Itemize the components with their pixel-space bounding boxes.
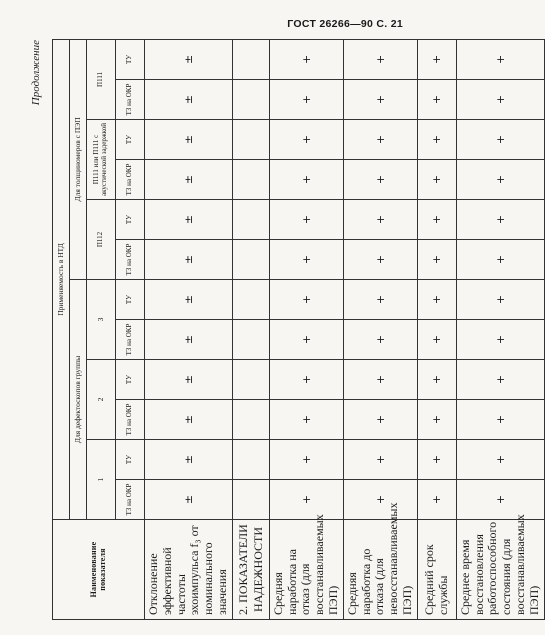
applicability-cell xyxy=(269,120,343,160)
applicability-mark: ± xyxy=(181,94,195,105)
page-header: ГОСТ 26266—90 С. 21 xyxy=(287,18,403,30)
applicability-mark: + xyxy=(299,374,313,385)
applicability-mark: + xyxy=(430,334,444,345)
group-header-right: Для толщиномеров с ПЭП xyxy=(70,39,87,279)
applicability-cell xyxy=(417,280,456,320)
group-number: 2 xyxy=(87,360,116,440)
thickness-group: П111 или П111 с акустической задержкой xyxy=(87,120,116,200)
applicability-cell xyxy=(456,80,544,120)
applicability-cell xyxy=(232,200,269,240)
applicability-mark: + xyxy=(493,454,507,465)
applicability-mark: + xyxy=(493,494,507,505)
indicator-name: Среднее время восстановления работоспособного состояния (для восстанавливаемых ПЭП) xyxy=(456,520,544,620)
applicability-mark: + xyxy=(493,334,507,345)
applicability-mark: + xyxy=(299,134,313,145)
applicability-cell xyxy=(343,280,417,320)
applicability-mark: + xyxy=(493,174,507,185)
applicability-mark: + xyxy=(373,374,387,385)
table-row xyxy=(232,39,269,619)
applicability-mark: + xyxy=(299,494,313,505)
applicability-mark: + xyxy=(493,94,507,105)
applicability-mark: + xyxy=(373,254,387,265)
indicator-name: Отклонение эффективной частоты эхоимпульса f₃ от номинального значения xyxy=(145,520,233,620)
applicability-mark: + xyxy=(430,94,444,105)
applicability-cell xyxy=(417,240,456,280)
applicability-mark: + xyxy=(373,174,387,185)
applicability-cell xyxy=(269,280,343,320)
applicability-cell xyxy=(145,80,233,120)
applicability-cell xyxy=(417,39,456,79)
applicability-cell xyxy=(417,120,456,160)
applicability-mark: + xyxy=(430,254,444,265)
applicability-cell xyxy=(417,440,456,480)
applicability-cell xyxy=(145,280,233,320)
applicability-cell xyxy=(456,400,544,440)
doc-type-tz: ТЗ на ОКР xyxy=(116,80,145,120)
applicability-mark: + xyxy=(373,414,387,425)
thickness-group: П112 xyxy=(87,200,116,280)
applicability-mark: + xyxy=(493,374,507,385)
applicability-mark: ± xyxy=(181,214,195,225)
applicability-mark: ± xyxy=(181,374,195,385)
column-name-header: Наименование показателя xyxy=(53,520,145,620)
table-row xyxy=(145,39,233,619)
applicability-cell xyxy=(343,360,417,400)
applicability-mark: + xyxy=(430,174,444,185)
applicability-mark: + xyxy=(373,294,387,305)
applicability-mark: + xyxy=(430,294,444,305)
doc-type-tz: ТЗ на ОКР xyxy=(116,320,145,360)
applicability-mark: + xyxy=(430,134,444,145)
applicability-mark: ± xyxy=(181,414,195,425)
applicability-cell xyxy=(145,360,233,400)
applicability-cell xyxy=(456,39,544,79)
applicability-cell xyxy=(269,400,343,440)
group-header-left: Для дефектоскопов группы xyxy=(70,280,87,520)
indicator-name: Средняя наработка на отказ (для восстанавливаемых ПЭП) xyxy=(269,520,343,620)
applicability-mark: + xyxy=(493,294,507,305)
doc-type-tu: ТУ xyxy=(116,200,145,240)
applicability-cell xyxy=(343,440,417,480)
applicability-cell xyxy=(145,39,233,79)
doc-type-tz: ТЗ на ОКР xyxy=(116,400,145,440)
indicator-name: Средняя наработка до отказа (для невосстанавливаемых ПЭП) xyxy=(343,520,417,620)
applicability-cell xyxy=(417,360,456,400)
applicability-mark: + xyxy=(299,54,313,65)
table-row xyxy=(343,39,417,619)
indicator-name: 2. ПОКАЗАТЕЛИ НАДЕЖНОСТИ xyxy=(232,520,269,620)
applicability-mark: + xyxy=(299,294,313,305)
applicability-cell xyxy=(343,320,417,360)
applicability-cell xyxy=(232,120,269,160)
applicability-mark: + xyxy=(373,334,387,345)
applicability-mark: + xyxy=(430,374,444,385)
applicability-mark: + xyxy=(299,174,313,185)
applicability-cell xyxy=(417,480,456,520)
applicability-cell xyxy=(145,160,233,200)
applicability-mark: + xyxy=(299,94,313,105)
applicability-cell xyxy=(232,240,269,280)
group-number: 1 xyxy=(87,440,116,520)
applicability-cell xyxy=(145,240,233,280)
applicability-cell xyxy=(456,440,544,480)
applicability-cell xyxy=(269,360,343,400)
applicability-cell xyxy=(269,160,343,200)
applicability-table xyxy=(52,39,545,620)
applicability-mark: ± xyxy=(181,134,195,145)
applicability-cell xyxy=(145,440,233,480)
applicability-mark: + xyxy=(373,134,387,145)
applicability-mark: ± xyxy=(181,494,195,505)
applicability-cell xyxy=(145,400,233,440)
applicability-mark: + xyxy=(430,214,444,225)
applicability-header: Применяемость в НТД xyxy=(53,39,70,519)
applicability-mark: ± xyxy=(181,174,195,185)
applicability-cell xyxy=(417,320,456,360)
applicability-cell xyxy=(232,80,269,120)
applicability-mark: + xyxy=(430,414,444,425)
doc-type-tz: ТЗ на ОКР xyxy=(116,480,145,520)
applicability-cell xyxy=(269,440,343,480)
indicator-name: Средний срок службы xyxy=(417,520,456,620)
table-row xyxy=(456,39,544,619)
applicability-cell xyxy=(343,480,417,520)
applicability-mark: + xyxy=(373,454,387,465)
applicability-cell xyxy=(456,320,544,360)
thickness-group: П111 xyxy=(87,39,116,119)
applicability-cell xyxy=(343,80,417,120)
applicability-mark: + xyxy=(430,54,444,65)
applicability-mark: + xyxy=(373,214,387,225)
applicability-mark: + xyxy=(299,414,313,425)
applicability-cell xyxy=(343,39,417,79)
applicability-cell xyxy=(343,240,417,280)
applicability-cell xyxy=(456,200,544,240)
applicability-cell xyxy=(456,280,544,320)
applicability-mark: + xyxy=(430,494,444,505)
applicability-mark: ± xyxy=(181,254,195,265)
applicability-cell xyxy=(417,80,456,120)
applicability-mark: + xyxy=(299,334,313,345)
applicability-cell xyxy=(232,400,269,440)
applicability-mark: + xyxy=(430,454,444,465)
applicability-cell xyxy=(417,400,456,440)
applicability-cell xyxy=(269,200,343,240)
table-row xyxy=(269,39,343,619)
applicability-cell xyxy=(269,480,343,520)
doc-type-tu: ТУ xyxy=(116,280,145,320)
applicability-cell xyxy=(232,39,269,79)
applicability-mark: + xyxy=(373,94,387,105)
applicability-cell xyxy=(456,120,544,160)
applicability-cell xyxy=(269,320,343,360)
applicability-cell xyxy=(232,320,269,360)
applicability-cell xyxy=(232,280,269,320)
applicability-cell xyxy=(343,200,417,240)
applicability-cell xyxy=(269,39,343,79)
applicability-mark: + xyxy=(493,254,507,265)
continuation-label: Продолжение xyxy=(30,40,42,106)
applicability-cell xyxy=(232,360,269,400)
applicability-mark: + xyxy=(493,54,507,65)
applicability-cell xyxy=(232,160,269,200)
applicability-cell xyxy=(145,200,233,240)
doc-type-tu: ТУ xyxy=(116,39,145,79)
applicability-cell xyxy=(343,120,417,160)
applicability-mark: + xyxy=(299,454,313,465)
applicability-mark: + xyxy=(299,254,313,265)
applicability-cell xyxy=(269,240,343,280)
applicability-cell xyxy=(232,480,269,520)
doc-type-tu: ТУ xyxy=(116,440,145,480)
applicability-cell xyxy=(145,320,233,360)
applicability-mark: ± xyxy=(181,294,195,305)
applicability-mark: ± xyxy=(181,54,195,65)
applicability-cell xyxy=(456,160,544,200)
applicability-cell xyxy=(456,240,544,280)
rotated-content xyxy=(30,40,541,620)
applicability-cell xyxy=(417,160,456,200)
applicability-cell xyxy=(145,480,233,520)
applicability-cell xyxy=(343,160,417,200)
applicability-cell xyxy=(145,120,233,160)
applicability-mark: ± xyxy=(181,334,195,345)
applicability-mark: + xyxy=(493,214,507,225)
rotated-table-area xyxy=(30,40,541,620)
applicability-mark: + xyxy=(373,494,387,505)
applicability-mark: + xyxy=(299,214,313,225)
applicability-mark: + xyxy=(373,54,387,65)
applicability-cell xyxy=(343,400,417,440)
applicability-cell xyxy=(269,80,343,120)
applicability-mark: ± xyxy=(181,454,195,465)
applicability-cell xyxy=(232,440,269,480)
doc-type-tz: ТЗ на ОКР xyxy=(116,160,145,200)
applicability-mark: + xyxy=(493,414,507,425)
applicability-cell xyxy=(456,480,544,520)
table-row xyxy=(417,39,456,619)
applicability-mark: + xyxy=(493,134,507,145)
doc-type-tz: ТЗ на ОКР xyxy=(116,240,145,280)
applicability-cell xyxy=(417,200,456,240)
doc-type-tu: ТУ xyxy=(116,360,145,400)
group-number: 3 xyxy=(87,280,116,360)
applicability-cell xyxy=(456,360,544,400)
doc-type-tu: ТУ xyxy=(116,120,145,160)
